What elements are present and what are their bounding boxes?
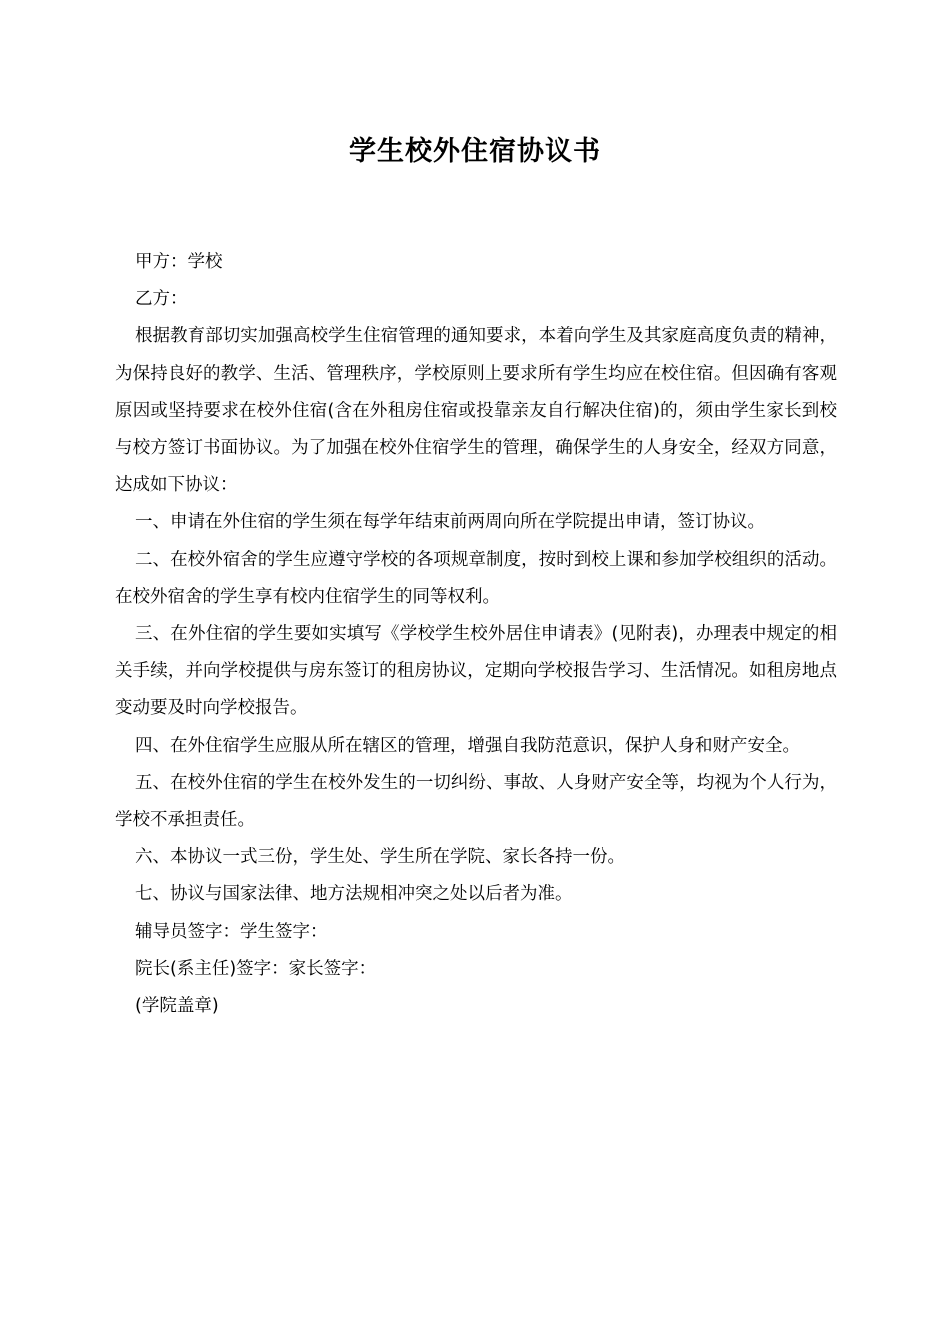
intro-paragraph: 根据教育部切实加强高校学生住宿管理的通知要求，本着向学生及其家庭高度负责的精神，为保持良好的教学、生活、管理秩序，学校原则上要求所有学生均应在校住宿。但因确有客观原因或坚持要求在校外住宿(含在外租房住宿或投靠亲友自行解决住宿)的，须由学生家长到校与校方签订书面协议。为了加强在校外住宿学生的管理，确保学生的人身安全，经双方同意，达成如下协议： <box>115 326 837 496</box>
clause-4: 四、在外住宿学生应服从所在辖区的管理，增强自我防范意识，保护人身和财产安全。 <box>135 735 800 756</box>
clause-6: 六、本协议一式三份，学生处、学生所在学院、家长各持一份。 <box>135 847 625 868</box>
clause-2: 二、在校外宿舍的学生应遵守学校的各项规章制度，按时到校上课和参加学校组织的活动。在校外宿舍的学生享有校内住宿学生的同等权利。 <box>115 549 837 607</box>
signature-line-dean-parent: 院长(系主任)签字：家长签字： <box>135 958 377 979</box>
seal-note: (学院盖章) <box>135 996 219 1017</box>
clause-1: 一、申请在外住宿的学生须在每学年结束前两周向所在学院提出申请，签订协议。 <box>135 512 765 533</box>
signature-line-counselor-student: 辅导员签字：学生签字： <box>135 921 328 942</box>
document-title: 学生校外住宿协议书 <box>349 136 601 167</box>
clause-7: 七、协议与国家法律、地方法规相冲突之处以后者为准。 <box>135 884 573 905</box>
clause-3: 三、在外住宿的学生要如实填写《学校学生校外居住申请表》(见附表)，办理表中规定的相关手续，并向学校提供与房东签订的租房协议，定期向学校报告学习、生活情况。如租房地点变动要及时向学校报告。 <box>115 624 837 719</box>
clause-5: 五、在校外住宿的学生在校外发生的一切纠纷、事故、人身财产安全等，均视为个人行为，学校不承担责任。 <box>115 772 837 831</box>
party-b-line: 乙方： <box>135 289 188 310</box>
party-a-line: 甲方：学校 <box>135 252 223 272</box>
document-body <box>115 244 837 1025</box>
